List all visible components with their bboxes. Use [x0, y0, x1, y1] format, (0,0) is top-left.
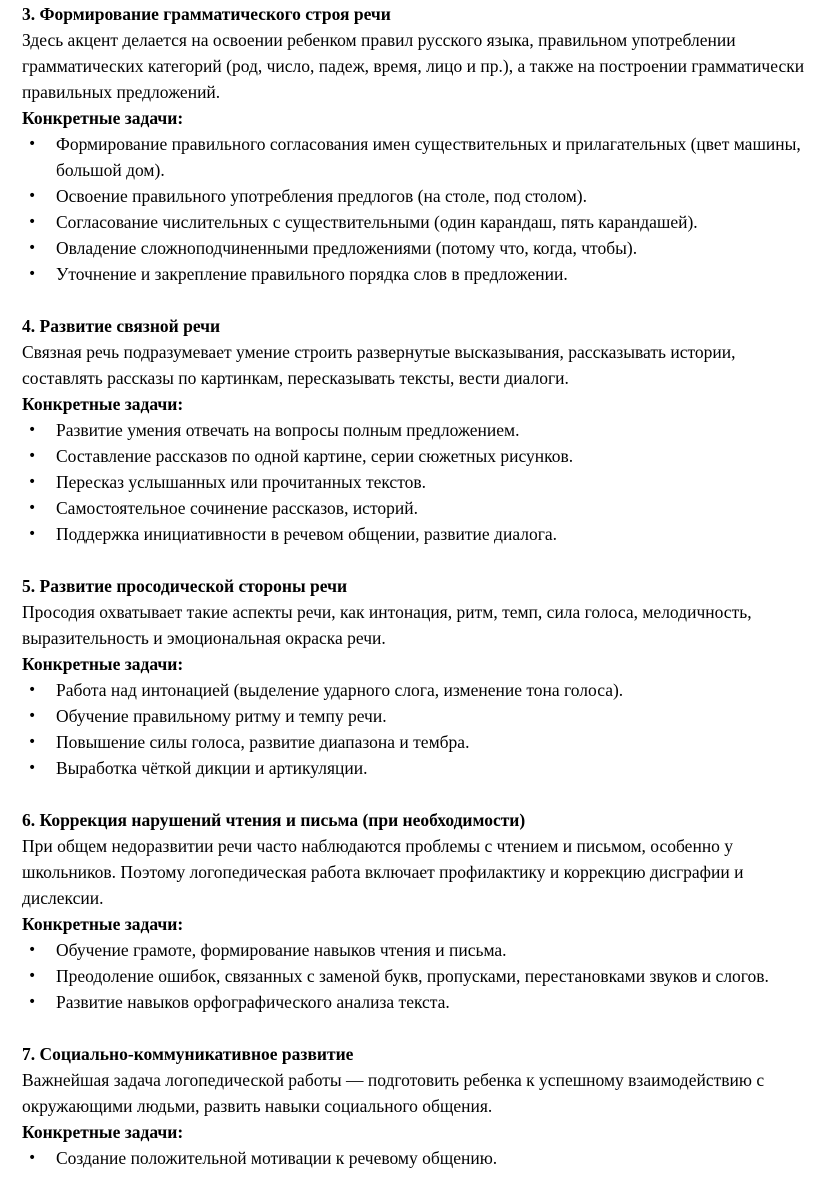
list-item: • Создание положительной мотивации к речевому общению.: [22, 1145, 814, 1171]
list-item: • Развитие навыков орфографического анализа текста.: [22, 989, 814, 1015]
list-item: • Повышение силы голоса, развитие диапазона и тембра.: [22, 729, 814, 755]
section-intro: Связная речь подразумевает умение строить развернутые высказывания, рассказывать истории, составлять рассказы по картинкам, пересказывать тексты, вести диалоги.: [22, 342, 736, 388]
section-intro: Просодия охватывает такие аспекты речи, как интонация, ритм, темп, сила голоса, мелодичность, выразительность и эмоциональная окраска речи.: [22, 602, 752, 648]
section-prosody: [22, 573, 814, 781]
section-intro: Важнейшая задача логопедической работы — подготовить ребенка к успешному взаимодействию с окружающими людьми, развить навыки социального общения.: [22, 1070, 765, 1116]
section-coherent-speech: [22, 313, 814, 547]
list-item: • Согласование числительных с существительными (один карандаш, пять карандашей).: [22, 209, 814, 235]
section-grammar: [22, 1, 814, 287]
section-heading: 6. Коррекция нарушений чтения и письма (при необходимости): [22, 810, 526, 830]
section-intro: Здесь акцент делается на освоении ребенком правил русского языка, правильном употреблении грамматических категорий (род, число, падеж, время, лицо и пр.), а также на построении грамматически правильных предложений.: [22, 30, 805, 102]
tasks-label: Конкретные задачи:: [22, 394, 184, 414]
section-social-communicative: [22, 1041, 814, 1171]
list-item: • Развитие умения отвечать на вопросы полным предложением.: [22, 417, 814, 443]
list-item: • Обучение правильному ритму и темпу речи.: [22, 703, 814, 729]
tasks-label: Конкретные задачи:: [22, 914, 184, 934]
tasks-list: [22, 417, 814, 547]
document-page: [22, 1, 814, 1171]
tasks-label: Конкретные задачи:: [22, 1122, 184, 1142]
tasks-list: [22, 937, 814, 1015]
section-heading: 3. Формирование грамматического строя речи: [22, 4, 391, 24]
list-item: • Работа над интонацией (выделение ударного слога, изменение тона голоса).: [22, 677, 814, 703]
section-heading: 5. Развитие просодической стороны речи: [22, 576, 348, 596]
list-item: • Поддержка инициативности в речевом общении, развитие диалога.: [22, 521, 814, 547]
tasks-label: Конкретные задачи:: [22, 654, 184, 674]
list-item: • Составление рассказов по одной картине, серии сюжетных рисунков.: [22, 443, 814, 469]
list-item: • Формирование правильного согласования имен существительных и прилагательных (цвет машины, большой дом).: [22, 131, 814, 183]
section-intro: При общем недоразвитии речи часто наблюдаются проблемы с чтением и письмом, особенно у школьников. Поэтому логопедическая работа включает профилактику и коррекцию дисграфии и дислексии.: [22, 836, 744, 908]
list-item: • Овладение сложноподчиненными предложениями (потому что, когда, чтобы).: [22, 235, 814, 261]
list-item: • Выработка чёткой дикции и артикуляции.: [22, 755, 814, 781]
tasks-list: [22, 131, 814, 287]
list-item: • Самостоятельное сочинение рассказов, историй.: [22, 495, 814, 521]
tasks-list: [22, 1145, 814, 1171]
section-reading-writing: [22, 807, 814, 1015]
section-heading: 7. Социально-коммуникативное развитие: [22, 1044, 354, 1064]
section-heading: 4. Развитие связной речи: [22, 316, 221, 336]
list-item: • Освоение правильного употребления предлогов (на столе, под столом).: [22, 183, 814, 209]
tasks-list: [22, 677, 814, 781]
list-item: • Уточнение и закрепление правильного порядка слов в предложении.: [22, 261, 814, 287]
list-item: • Преодоление ошибок, связанных с заменой букв, пропусками, перестановками звуков и слогов.: [22, 963, 814, 989]
tasks-label: Конкретные задачи:: [22, 108, 184, 128]
list-item: • Обучение грамоте, формирование навыков чтения и письма.: [22, 937, 814, 963]
list-item: • Пересказ услышанных или прочитанных текстов.: [22, 469, 814, 495]
